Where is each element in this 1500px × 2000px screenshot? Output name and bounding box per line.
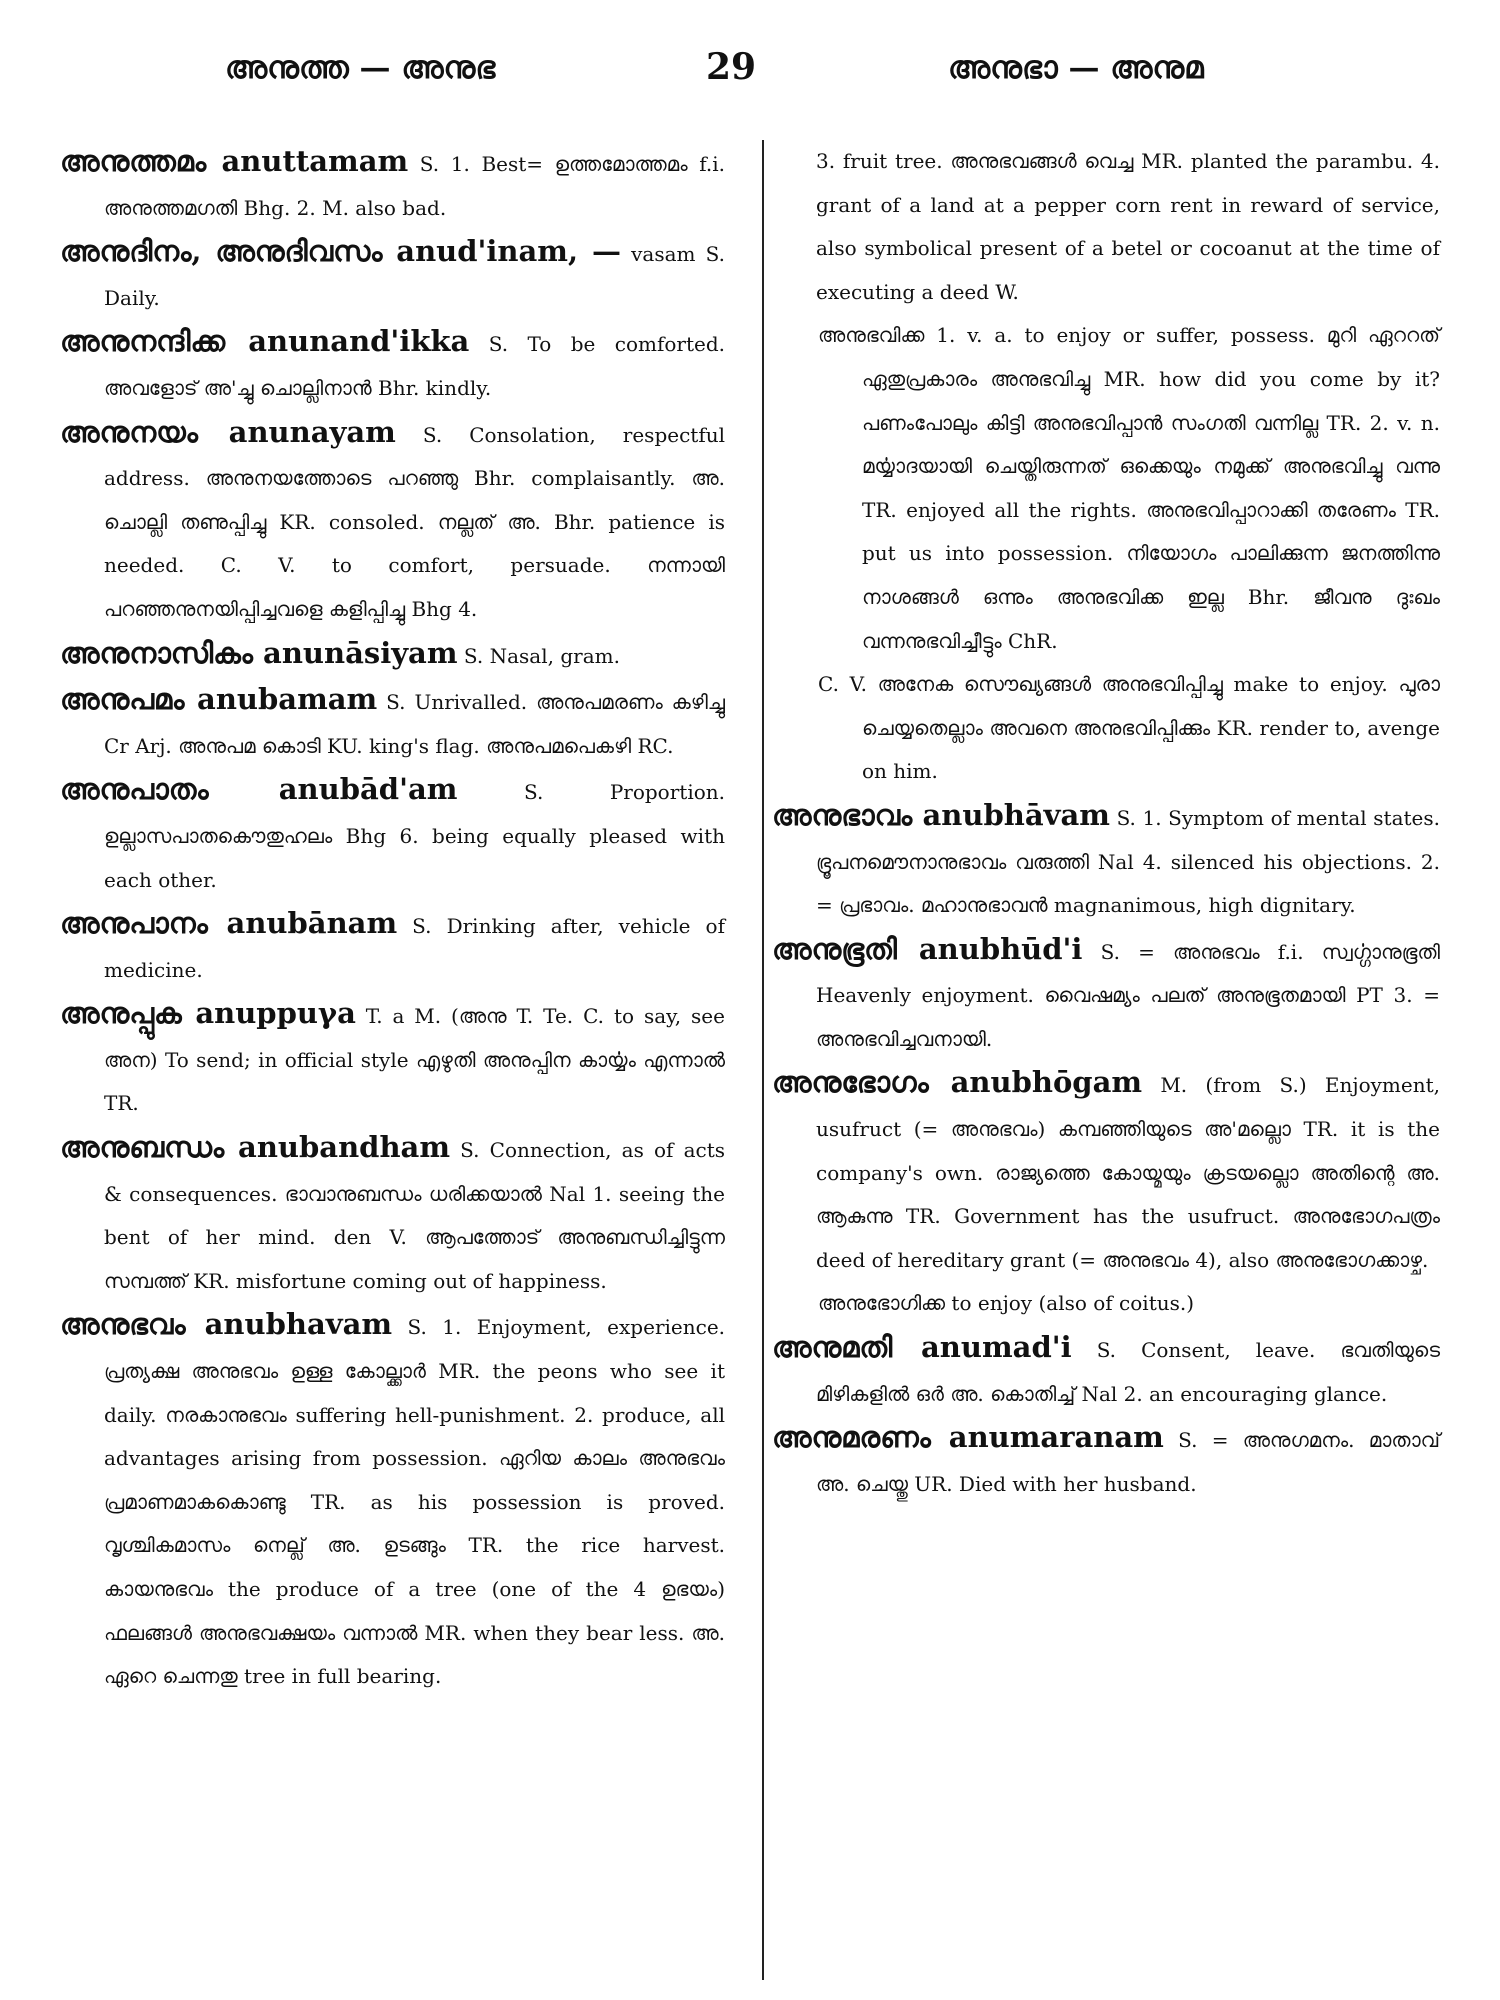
dictionary-entry — [772, 1326, 1440, 1416]
dictionary-entry — [772, 794, 1440, 928]
headword: അനുത്തമം anuttamam — [60, 144, 409, 178]
headword: അനുഭവം anubhavam — [60, 1307, 393, 1342]
definition: S. = അനുഭവം f.i. സ്വൎഗ്ഗാനുഭൂതി Heavenly enjoyment. വൈഷമ്യം പലത് അനുഭൂതമായി PT 3. = അനുഭവിച്ചവനായി. — [816, 939, 1441, 1051]
definition: S. Connection, as of acts & consequences. ഭാവാനുബന്ധം ധരിക്കയാൽ Nal 1. seeing the bent of her mind. den V. ആപത്തോട് അനുബന്ധിച്ചിട്ടുന്ന സമ്പത്ത് KR. misfortune coming out of happiness. — [104, 1138, 726, 1293]
entry-continuation: 3. fruit tree. അനുഭവങ്ങൾ വെച്ച MR. planted the parambu. 4. grant of a land at a pepper corn rent in reward of service, also symbolical present of a betel or cocoanut at the time of executing a deed W. — [816, 149, 1440, 304]
sub-entry: അനുഭവിക്ക 1. v. a. to enjoy or suffer, possess. മുറി ഏററത് ഏതുപ്രകാരം അനുഭവിച്ചു MR. how did you come by it? പണംപോലും കിട്ടി അനുഭവിപ്പാൻ സംഗതി വന്നില്ല TR. 2. v. n. മൎയ്യാദയായി ചെയ്തിരുന്നത് ഒക്കെയും നമുക്ക് അനുഭവിച്ചു വന്നു TR. enjoyed all the rights. അനുഭവിപ്പാറാക്കി തരേണം TR. put us into possession. നിയോഗം പാലിക്കുന്ന ജനത്തിന്നു നാശങ്ങൾ ഒന്നും അനുഭവിക്ക ഇല്ല Bhr. ജീവനു ദുഃഖം വന്നനുഭവിച്ചീട്ടും ChR. — [818, 323, 1440, 653]
definition: S. Proportion. ഉല്ലാസപാതകൌതുഹലം Bhg 6. being equally pleased with each other. — [104, 780, 725, 892]
dictionary-entry — [60, 1126, 725, 1303]
headword: അനുപാതം anubād'am — [60, 772, 458, 807]
dictionary-entry — [60, 320, 725, 410]
definition: S. To be comforted. അവളോട് അ'ച്ചു ചൊല്ലിനാൻ Bhr. kindly. — [104, 332, 725, 400]
header-left-guide-word: അനുത്ത — അനുഭ — [225, 50, 496, 86]
headword: അനുനയം anunayam — [60, 414, 396, 449]
headword: അനുനന്ദിക്ക anunand'ikka — [60, 324, 470, 359]
page-header — [0, 46, 1500, 100]
left-column — [60, 140, 725, 1699]
definition: T. a M. (അനു T. Te. C. to say, see അന) To send; in official style എഴുതി അനുപ്പിന കാൎയ്യം എന്നാൽ TR. — [104, 1004, 725, 1116]
dictionary-entry — [60, 902, 725, 992]
dictionary-entry — [772, 1416, 1440, 1506]
headword: അനുമരണം anumaranam — [772, 1420, 1164, 1455]
definition: S. 1. Enjoyment, experience. പ്രത്യക്ഷ അനുഭവം ഉള്ള കോല്ക്കാർ MR. the peons who see it daily. നരകാനുഭവം suffering hell-punishment. 2. produce, all advantages arising from possession. ഏറിയ കാലം അനുഭവം പ്രമാണമാകകൊണ്ടു TR. as his possession is proved. വൃശ്ചികമാസം നെല്ല് അ. ഉടങ്ങും TR. the rice harvest. കായനുഭവം the produce of a tree (one of the 4 ഉഭയം) ഫലങ്ങൾ അനുഭവക്ഷയം വന്നാൽ MR. when they bear less. അ. ഏറെ ചെന്നതു tree in full bearing. — [104, 1315, 726, 1689]
definition: S. Consolation, respectful address. അനുനയത്തോടെ പറഞ്ഞു Bhr. complaisantly. അ. ചൊല്ലി തണുപ്പിച്ചു KR. consoled. നല്ലത് അ. Bhr. patience is needed. C. V. to comfort, persuade. നന്നായി പറഞ്ഞനുനയിപ്പിച്ചവളെ കളിപ്പിച്ചു Bhg 4. — [104, 422, 725, 621]
dictionary-entry — [60, 1303, 725, 1698]
headword: അനുദിനം, അനുദിവസം anud'inam, — — [60, 234, 621, 269]
dictionary-entry — [60, 992, 725, 1126]
definition: S. Nasal, gram. — [457, 643, 620, 668]
dictionary-entry — [772, 928, 1440, 1062]
definition: S. 1. Best= ഉത്തമോത്തമം f.i. അനുത്തമഗതി Bhg. 2. M. also bad. — [104, 152, 725, 220]
definition: S. Consent, leave. ഭവതിയുടെ മിഴികളിൽ ഒർ അ. കൊതിച്ച് Nal 2. an encouraging glance. — [816, 1338, 1440, 1406]
dictionary-entry — [60, 768, 725, 902]
sub-entry: അനുഭോഗിക്ക to enjoy (also of coitus.) — [818, 1291, 1195, 1316]
right-column — [772, 140, 1440, 1506]
headword: അനുനാസികം anunāsiyam — [60, 635, 458, 670]
dictionary-entry — [60, 230, 725, 320]
definition: S. 1. Symptom of mental states. ഭ്രൂപനമൌനാനുഭാവം വരുത്തി Nal 4. silenced his objections. 2. = പ്രഭാവം. മഹാനുഭാവൻ magnanimous, high dignitary. — [816, 805, 1440, 918]
dictionary-entry — [60, 411, 725, 632]
definition: S. Unrivalled. അനുപമരണം കഴിച്ചു Cr Arj. അനുപമ കൊടി KU. king's flag. അനുപമപെകഴി RC. — [104, 690, 725, 758]
dictionary-entry — [60, 632, 725, 679]
column-divider — [762, 140, 764, 1980]
headword: അനുപമം anubamam — [60, 682, 378, 717]
headword: അനുഭാവം anubhāvam — [772, 797, 1110, 832]
definition: S. Drinking after, vehicle of medicine. — [104, 914, 725, 982]
headword: അനുഭോഗം anubhōgam — [772, 1065, 1143, 1100]
sub-entry: C. V. അനേക സൌഖ്യങ്ങൾ അനുഭവിപ്പിച്ചു make to enjoy. പുരാ ചെയ്യതെല്ലാം അവനെ അനുഭവിപ്പിക്കും KR. render to, avenge on him. — [818, 672, 1440, 784]
definition: S. = അനുഗമനം. മാതാവ് അ. ചെയ്തു UR. Died with her husband. — [816, 1428, 1440, 1496]
definition: M. (from S.) Enjoyment, usufruct (= അനുഭവം) കമ്പഞ്ഞിയുടെ അ'മല്ലൊ TR. it is the company's own. രാജ്യത്തെ കോയ്മയും ക്രടയല്ലൊ അതിന്റെ അ. ആകുന്നു TR. Government has the usufruct. അനുഭോഗപത്രം deed of hereditary grant (= അനുഭവം 4), also അനുഭോഗക്കാഴ്ച. — [816, 1073, 1440, 1272]
dictionary-entry — [772, 1061, 1440, 1282]
headword: അനുപാനം anubānam — [60, 906, 398, 941]
headword: അനുമതി anumad'i — [772, 1330, 1072, 1365]
headword: അനുഭൂതി anubhūd'i — [772, 931, 1083, 966]
header-right-guide-word: അനുഭാ — അനുമ — [948, 50, 1204, 86]
headword: അനുബന്ധം anubandham — [60, 1130, 451, 1165]
dictionary-entry — [60, 140, 725, 230]
headword: അനുപ്പുക anuppuγa — [60, 996, 356, 1031]
definition: vasam S. Daily. — [104, 242, 725, 310]
dictionary-entry — [60, 678, 725, 768]
page-number: 29 — [706, 46, 757, 88]
